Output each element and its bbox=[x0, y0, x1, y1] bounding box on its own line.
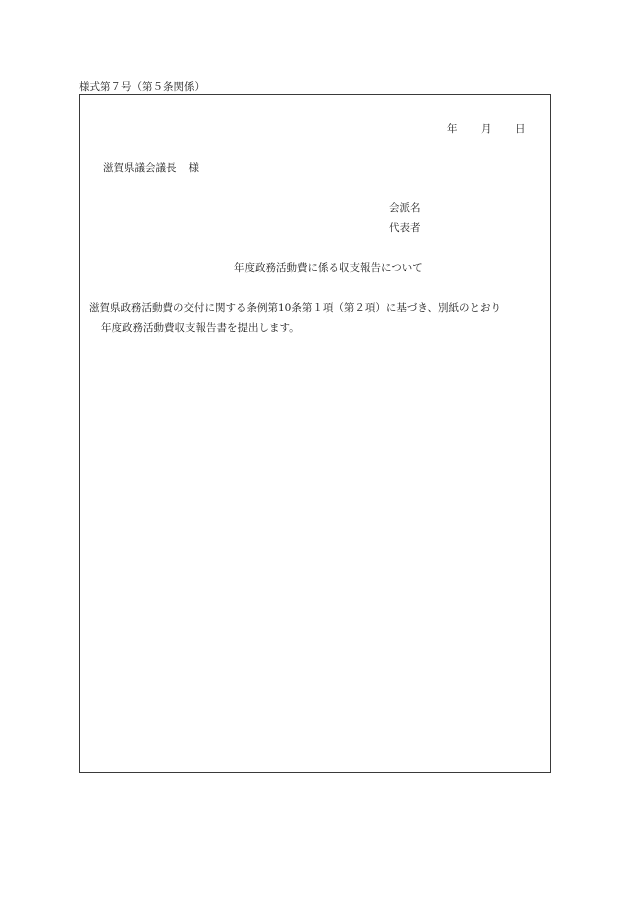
date-line bbox=[447, 121, 526, 136]
date-month-label: 月 bbox=[481, 123, 492, 135]
date-year-label: 年 bbox=[447, 123, 458, 135]
addressee bbox=[103, 160, 199, 175]
body-text-line-1: 滋賀県政務活動費の交付に関する条例第10条第１項（第２項）に基づき、別紙のとおり bbox=[89, 302, 501, 314]
addressee-name: 滋賀県議会議長 bbox=[103, 162, 177, 174]
document-frame bbox=[79, 94, 551, 773]
body-text-line-2: 年度政務活動費収支報告書を提出します。 bbox=[101, 322, 300, 334]
representative-label: 代表者 bbox=[389, 222, 421, 234]
faction-name-label: 会派名 bbox=[389, 202, 421, 214]
date-day-label: 日 bbox=[515, 123, 526, 135]
form-number: 様式第７号（第５条関係） bbox=[79, 81, 205, 93]
document-subject: 年度政務活動費に係る収支報告について bbox=[234, 262, 423, 274]
addressee-honorific: 様 bbox=[188, 162, 199, 174]
